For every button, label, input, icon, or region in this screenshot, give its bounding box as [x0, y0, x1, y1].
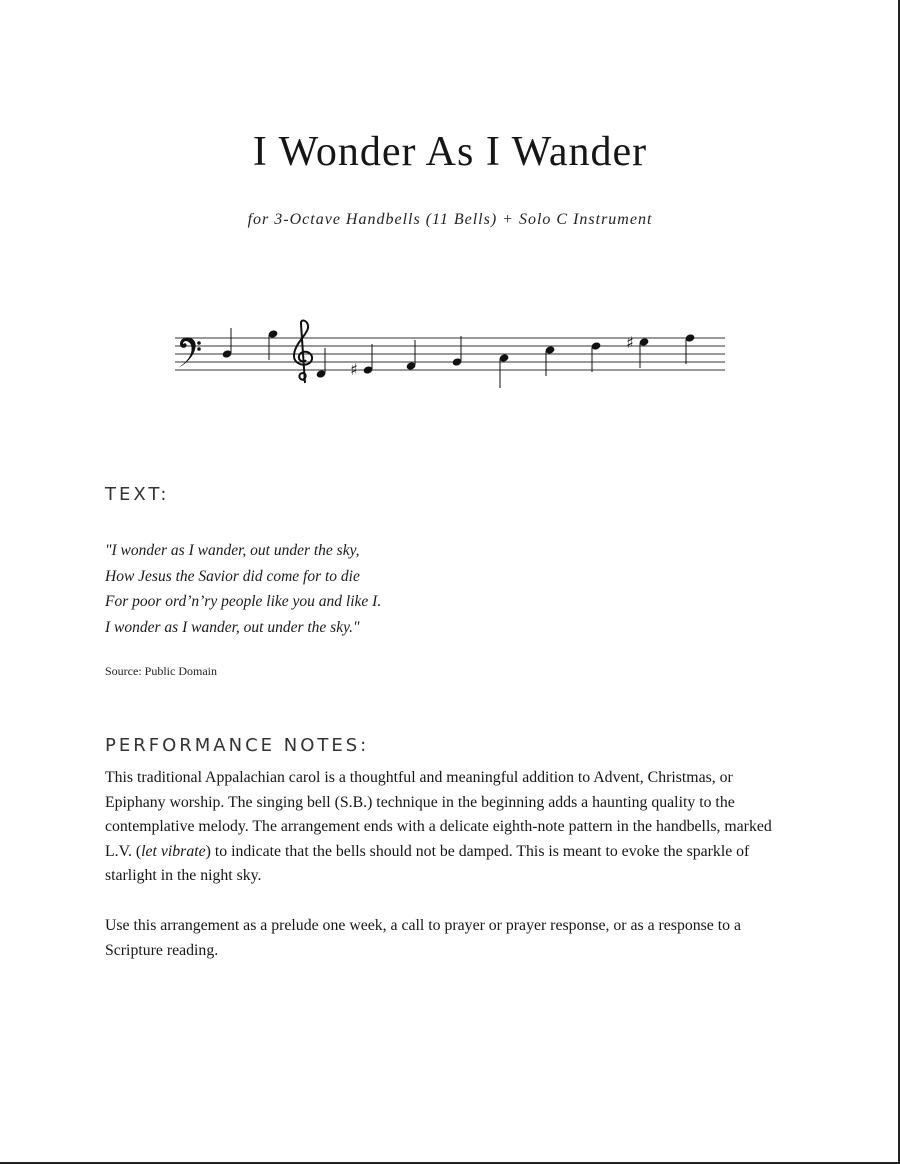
- poem-text: [105, 538, 805, 640]
- performance-notes-paragraph-2: Use this arrangement as a prelude one week, a call to prayer or prayer response, or as a response to a Scripture reading.: [105, 917, 742, 959]
- poem-line: I wonder as I wander, out under the sky.": [105, 618, 360, 636]
- note-e5: [591, 341, 602, 372]
- note-g5: [685, 333, 696, 364]
- poem-line: For poor ord’n’ry people like you and like I.: [105, 593, 382, 610]
- note-a4: [452, 336, 463, 367]
- treble-clef-icon: [294, 321, 312, 383]
- note-d5: [545, 345, 556, 376]
- let-vibrate-term: let vibrate: [141, 842, 206, 860]
- performance-notes-heading: PERFORMANCE NOTES:: [105, 735, 370, 756]
- page-title: I Wonder As I Wander: [252, 129, 648, 175]
- bell-range-staff: [170, 318, 730, 398]
- page-subtitle: for 3-Octave Handbells (11 Bells) + Solo C Instrument: [247, 211, 653, 228]
- paragraph-text: ) to indicate that the bells should not be damped. This is meant to evoke the sparkle of starlight in the night sky.: [105, 842, 750, 885]
- bass-clef-icon: [178, 337, 201, 368]
- poem-line: "I wonder as I wander, out under the sky,: [105, 542, 360, 559]
- svg-text:♯: ♯: [350, 360, 358, 379]
- note-g3: [268, 329, 279, 360]
- poem-line: How Jesus the Savior did come for to die: [105, 567, 360, 585]
- source-credit: Source: Public Domain: [105, 664, 217, 678]
- svg-text:♯: ♯: [626, 333, 634, 352]
- note-g4: [406, 340, 417, 371]
- note-e4: [316, 348, 327, 379]
- note-e3: [222, 328, 233, 359]
- performance-notes-paragraph-1: [105, 766, 795, 889]
- text-heading: TEXT:: [105, 484, 170, 505]
- paragraph-text: This traditional Appalachian carol is a thoughtful and meaningful addition to Advent, Christmas, or Epiphany worship. The singing bell (S.B.) technique in the beginning adds a haunting quality to the contemplative melody. The arrangement ends with a delicate eighth-note pattern in the handbells, marked L.V. (: [105, 769, 772, 860]
- note-b4: [499, 353, 510, 388]
